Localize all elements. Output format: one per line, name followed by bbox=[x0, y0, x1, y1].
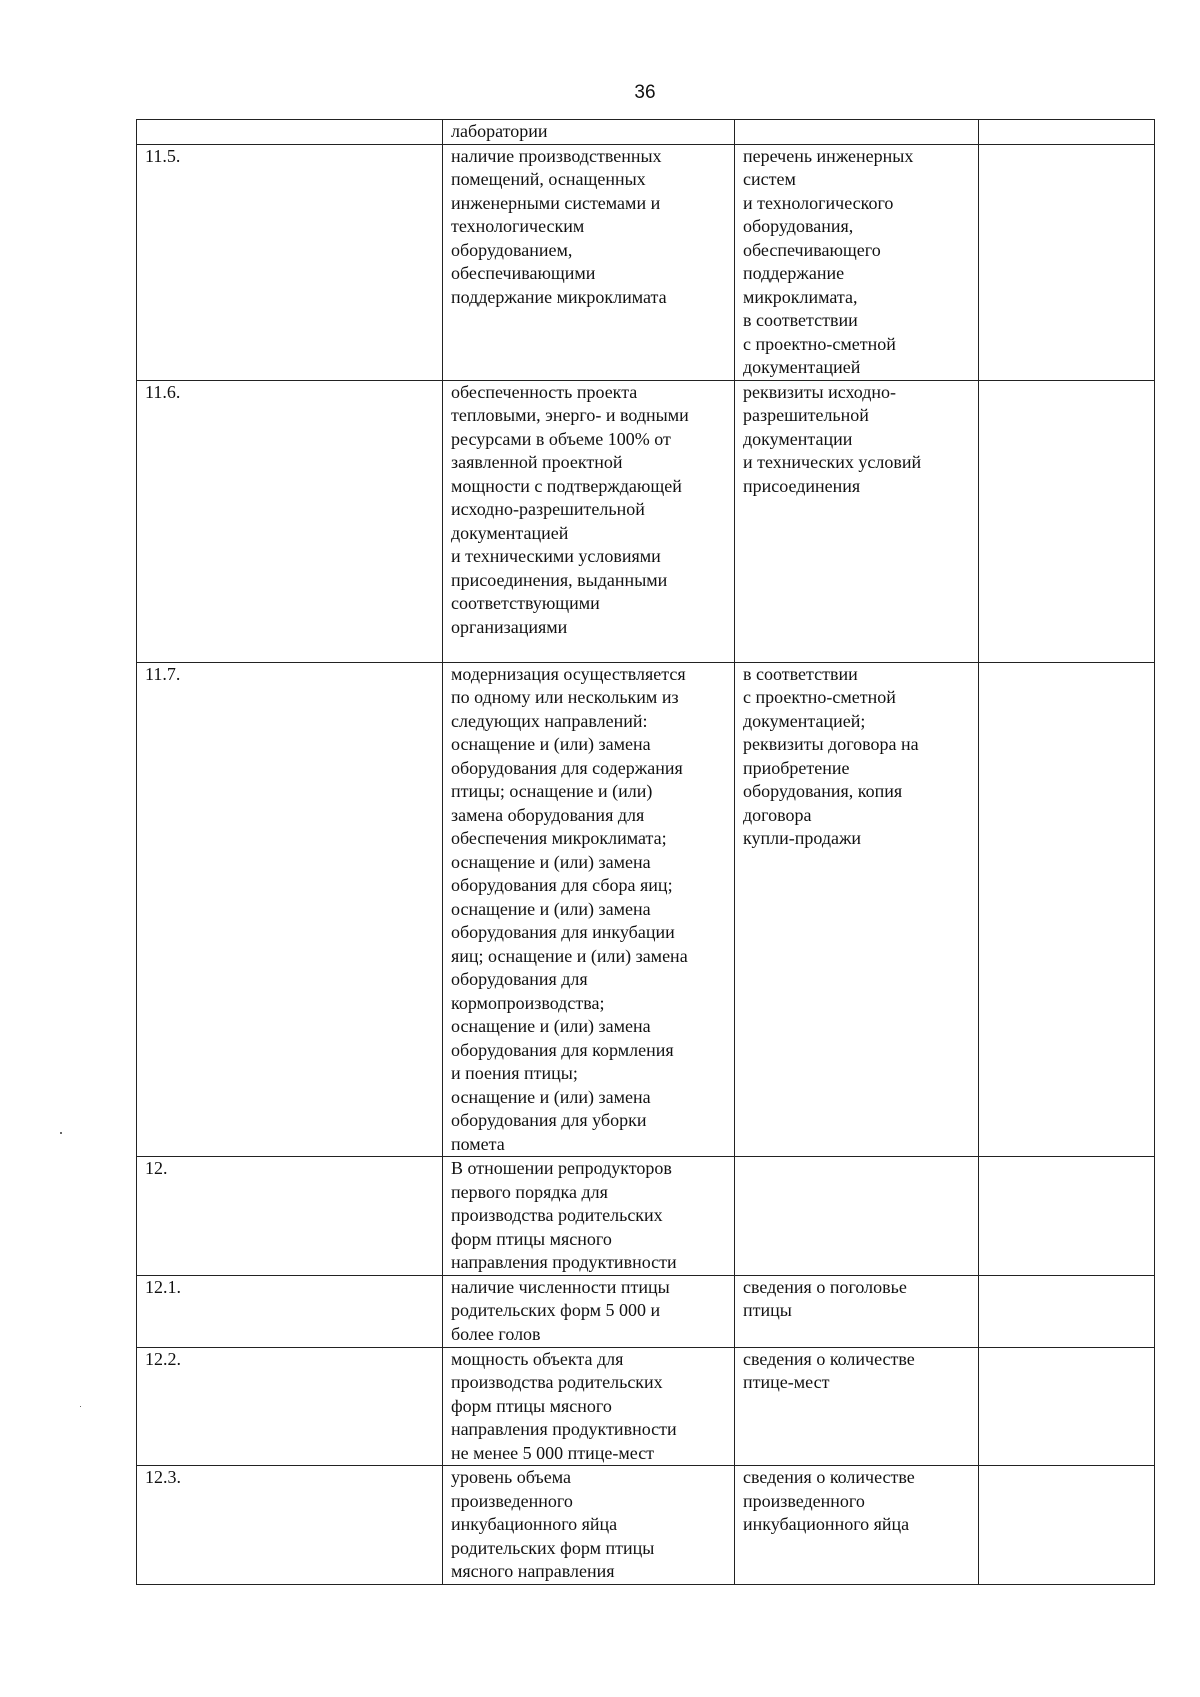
criterion-cell: обеспеченность проекта тепловыми, энерго- и водными ресурсами в объеме 100% от заявленной проектной мощности с подтверждающей исходно-разрешительной документацией и техническими условиями присоединения, выданными соответствующими организациями bbox=[443, 380, 735, 662]
row-number-cell: 12.3. bbox=[137, 1466, 443, 1585]
table-row bbox=[137, 1347, 1155, 1466]
document-cell: реквизиты исходно- разрешительной документации и технических условий присоединения bbox=[735, 380, 979, 662]
criterion-cell: модернизация осуществляется по одному или нескольким из следующих направлений: оснащение и (или) замена оборудования для содержания птицы; оснащение и (или) замена оборудования для обеспечения микроклимата; оснащение и (или) замена оборудования для сбора яиц; оснащение и (или) замена оборудования для инкубации яиц; оснащение и (или) замена оборудования для кормопроизводства; оснащение и (или) замена оборудования для кормления и поения птицы; оснащение и (или) замена оборудования для уборки помета bbox=[443, 662, 735, 1157]
document-cell bbox=[735, 1157, 979, 1276]
extra-cell bbox=[979, 1157, 1155, 1276]
criterion-cell: уровень объема произведенного инкубационного яйца родительских форм птицы мясного направления bbox=[443, 1466, 735, 1585]
document-cell: перечень инженерных систем и технологического оборудования, обеспечивающего поддержание микроклимата, в соответствии с проектно-сметной документацией bbox=[735, 144, 979, 380]
row-number-cell: 12.1. bbox=[137, 1275, 443, 1347]
criterion-cell: В отношении репродукторов первого порядка для производства родительских форм птицы мясного направления продуктивности bbox=[443, 1157, 735, 1276]
table-row bbox=[137, 662, 1155, 1157]
table-row bbox=[137, 1157, 1155, 1276]
extra-cell bbox=[979, 662, 1155, 1157]
row-number-cell: 12. bbox=[137, 1157, 443, 1276]
extra-cell bbox=[979, 1275, 1155, 1347]
table-row bbox=[137, 1466, 1155, 1585]
extra-cell bbox=[979, 380, 1155, 662]
extra-cell bbox=[979, 144, 1155, 380]
table-row bbox=[137, 144, 1155, 380]
document-cell: сведения о количестве птице-мест bbox=[735, 1347, 979, 1466]
requirements-table bbox=[136, 119, 1155, 1585]
criterion-cell: наличие численности птицы родительских форм 5 000 и более голов bbox=[443, 1275, 735, 1347]
document-cell: сведения о количестве произведенного инкубационного яйца bbox=[735, 1466, 979, 1585]
document-cell: сведения о поголовье птицы bbox=[735, 1275, 979, 1347]
table-row bbox=[137, 120, 1155, 145]
table-row bbox=[137, 380, 1155, 662]
row-number-cell: 12.2. bbox=[137, 1347, 443, 1466]
scan-speck bbox=[80, 1406, 81, 1407]
row-number-cell bbox=[137, 120, 443, 145]
row-number-cell: 11.5. bbox=[137, 144, 443, 380]
document-cell bbox=[735, 120, 979, 145]
criterion-cell: лаборатории bbox=[443, 120, 735, 145]
extra-cell bbox=[979, 1466, 1155, 1585]
criterion-cell: мощность объекта для производства родительских форм птицы мясного направления продуктивности не менее 5 000 птице-мест bbox=[443, 1347, 735, 1466]
extra-cell bbox=[979, 120, 1155, 145]
criterion-cell: наличие производственных помещений, оснащенных инженерными системами и технологическим оборудованием, обеспечивающими поддержание микроклимата bbox=[443, 144, 735, 380]
scan-speck bbox=[60, 1132, 62, 1134]
row-number-cell: 11.6. bbox=[137, 380, 443, 662]
document-cell: в соответствии с проектно-сметной документацией; реквизиты договора на приобретение оборудования, копия договора купли-продажи bbox=[735, 662, 979, 1157]
table-row bbox=[137, 1275, 1155, 1347]
page-number: 36 bbox=[634, 82, 656, 103]
extra-cell bbox=[979, 1347, 1155, 1466]
row-number-cell: 11.7. bbox=[137, 662, 443, 1157]
